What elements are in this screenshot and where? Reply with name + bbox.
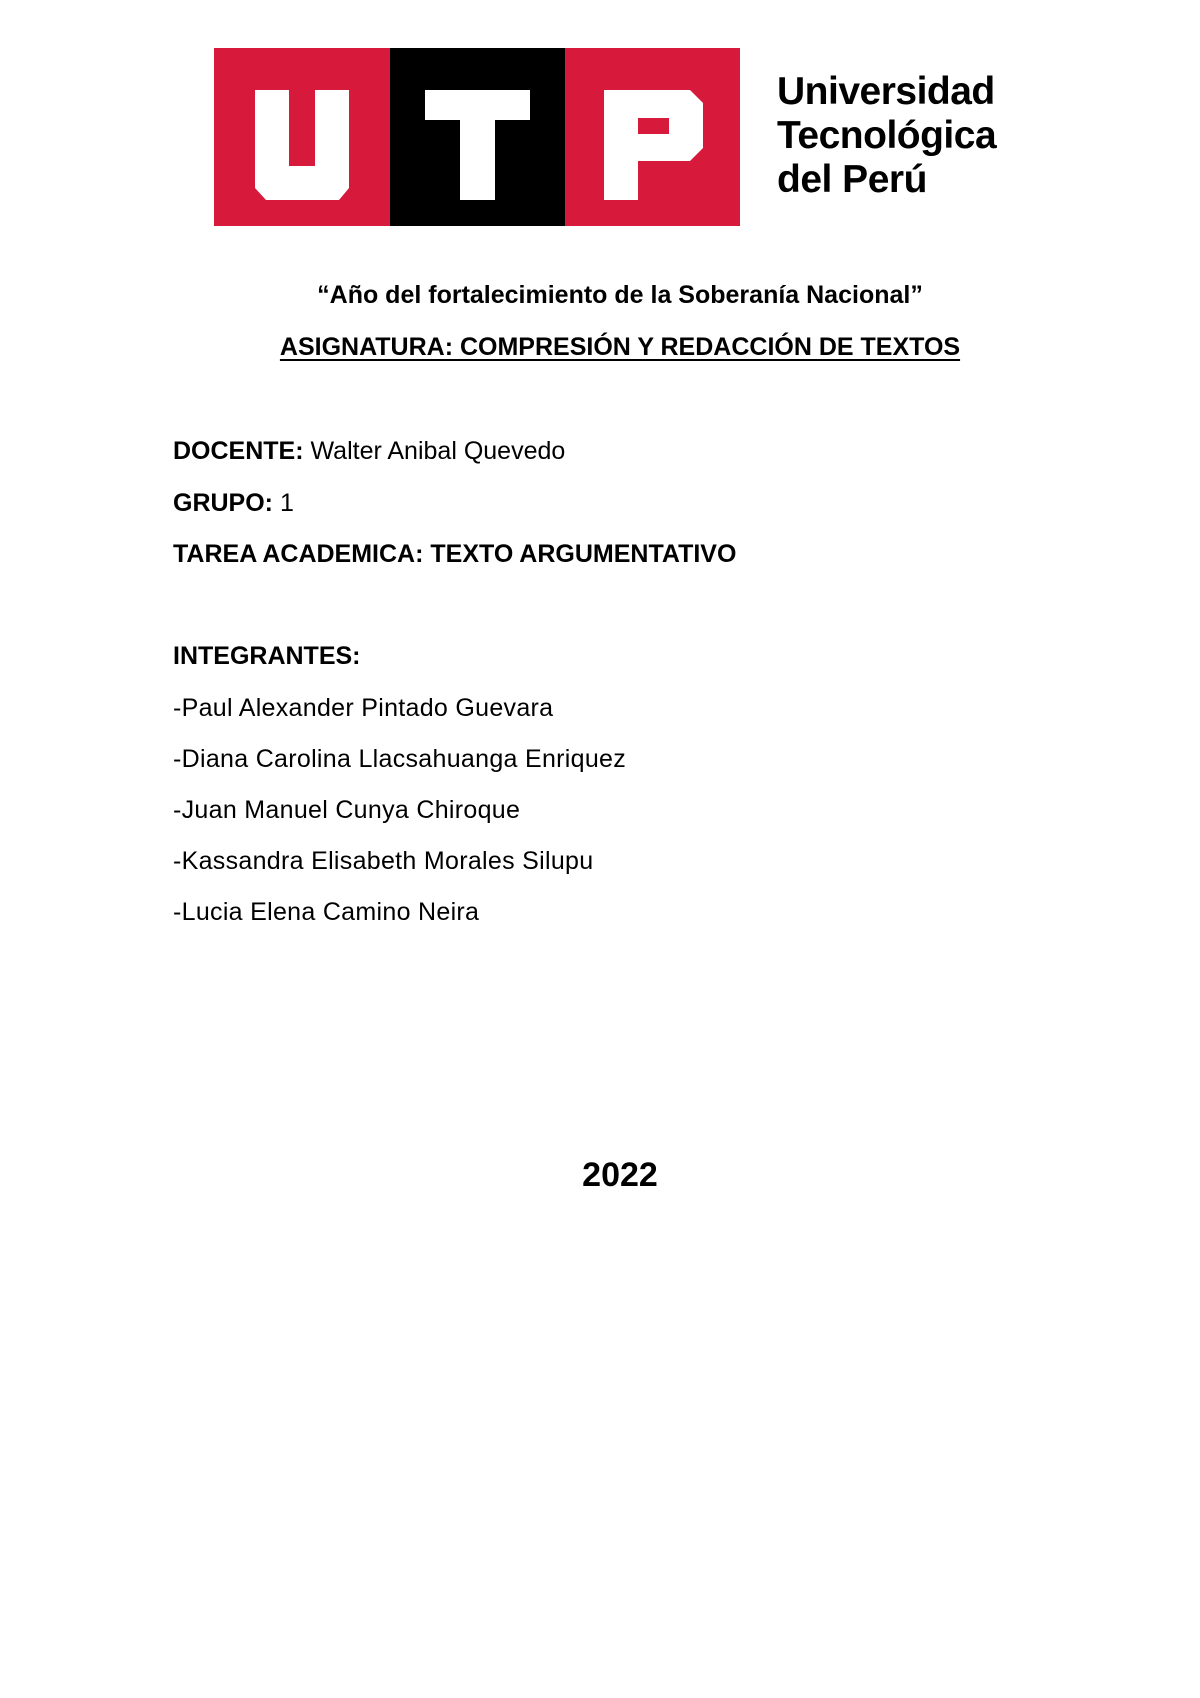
document-year: 2022: [582, 1156, 658, 1194]
list-item: -Kassandra Elisabeth Morales Silupu: [173, 847, 594, 875]
group-label: GRUPO:: [173, 489, 273, 517]
logo-name-line-3: del Perú: [777, 158, 927, 201]
logo-name-line-2: Tecnológica: [777, 114, 997, 157]
members-heading: [173, 642, 361, 671]
group-value: 1: [279, 489, 294, 517]
list-item: -Juan Manuel Cunya Chiroque: [173, 796, 521, 824]
task-value: TEXTO ARGUMENTATIVO: [430, 540, 737, 568]
teacher-line: [173, 437, 565, 466]
task-label: TAREA ACADEMICA:: [173, 540, 424, 568]
utp-logo: [214, 48, 1044, 226]
subject-title: ASIGNATURA: COMPRESIÓN Y REDACCIÓN DE TEXTOS: [279, 333, 961, 361]
task-line: [173, 540, 736, 569]
utp-logo-name: [777, 70, 1044, 202]
teacher-label: DOCENTE:: [173, 437, 304, 465]
members-list: [173, 693, 626, 948]
list-item: -Diana Carolina Llacsahuanga Enriquez: [173, 745, 627, 773]
list-item: -Paul Alexander Pintado Guevara: [173, 694, 554, 722]
year-motto: “Año del fortalecimiento de la Soberanía Nacional”: [317, 281, 923, 309]
group-line: [173, 489, 294, 518]
list-item: -Lucia Elena Camino Neira: [173, 898, 480, 926]
teacher-value: Walter Anibal Quevedo: [310, 437, 566, 465]
utp-logo-blocks: [214, 48, 740, 226]
logo-name-line-1: Universidad: [777, 70, 995, 113]
members-heading-text: INTEGRANTES:: [173, 642, 361, 670]
